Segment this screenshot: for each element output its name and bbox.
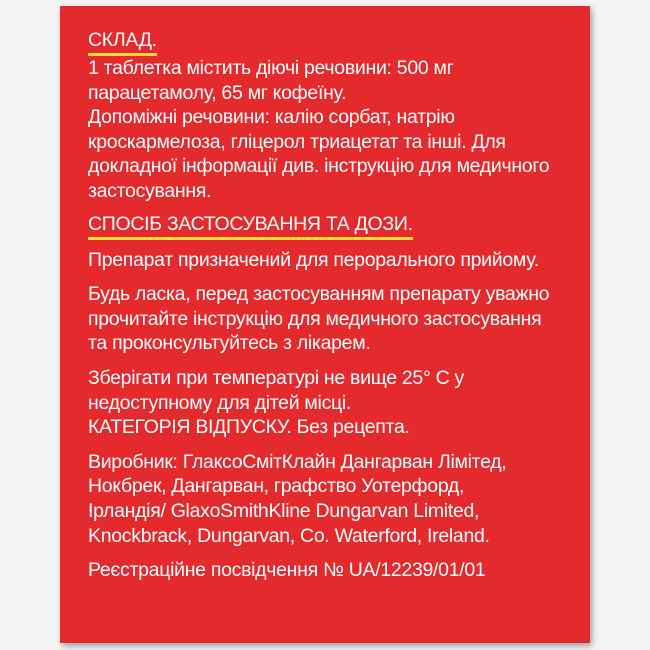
dispensing-category-text: КАТЕГОРІЯ ВІДПУСКУ. Без рецепта. bbox=[88, 416, 410, 439]
manufacturer-text: Виробник: ГлаксоСмітКлайн Дангарван Лімітед, Нокбрек, Дангарван, графство Уотерфорд, Ірландія/ GlaxoSmithKline Dungarvan Limited, Knockbrack, Dungarvan, Co. Waterford, Ireland. bbox=[88, 450, 507, 547]
oral-intake-text: Препарат призначений для перорального прийому. bbox=[88, 248, 539, 271]
usage-heading-underline bbox=[88, 237, 413, 240]
usage-heading bbox=[88, 212, 413, 240]
composition-heading bbox=[88, 28, 157, 56]
consult-text: Будь ласка, перед застосуванням препарату уважно прочитайте інструкцію для медичного застосування та проконсультуйтесь з лікарем. bbox=[88, 283, 550, 355]
registration-text: Реєстраційне посвідчення № UA/12239/01/01 bbox=[88, 559, 486, 582]
composition-heading-underline bbox=[88, 53, 157, 56]
composition-heading-text: СКЛАД. bbox=[88, 29, 157, 51]
label-content bbox=[88, 28, 578, 583]
storage-text: Зберігати при температурі не вище 25° С у недоступному для дітей місці. bbox=[88, 366, 464, 414]
composition-text: 1 таблетка містить діючі речовини: 500 мг парацетамолу, 65 мг кофеїну. Допоміжні речовини: калію сорбат, натрію кроскармелоза, гліцерол триацетат та інші. Для докладної інформації див. інструкцію для медичного застосування. bbox=[88, 57, 550, 202]
usage-heading-text: СПОСІБ ЗАСТОСУВАННЯ ТА ДОЗИ. bbox=[88, 212, 413, 235]
red-label-panel bbox=[60, 6, 590, 643]
